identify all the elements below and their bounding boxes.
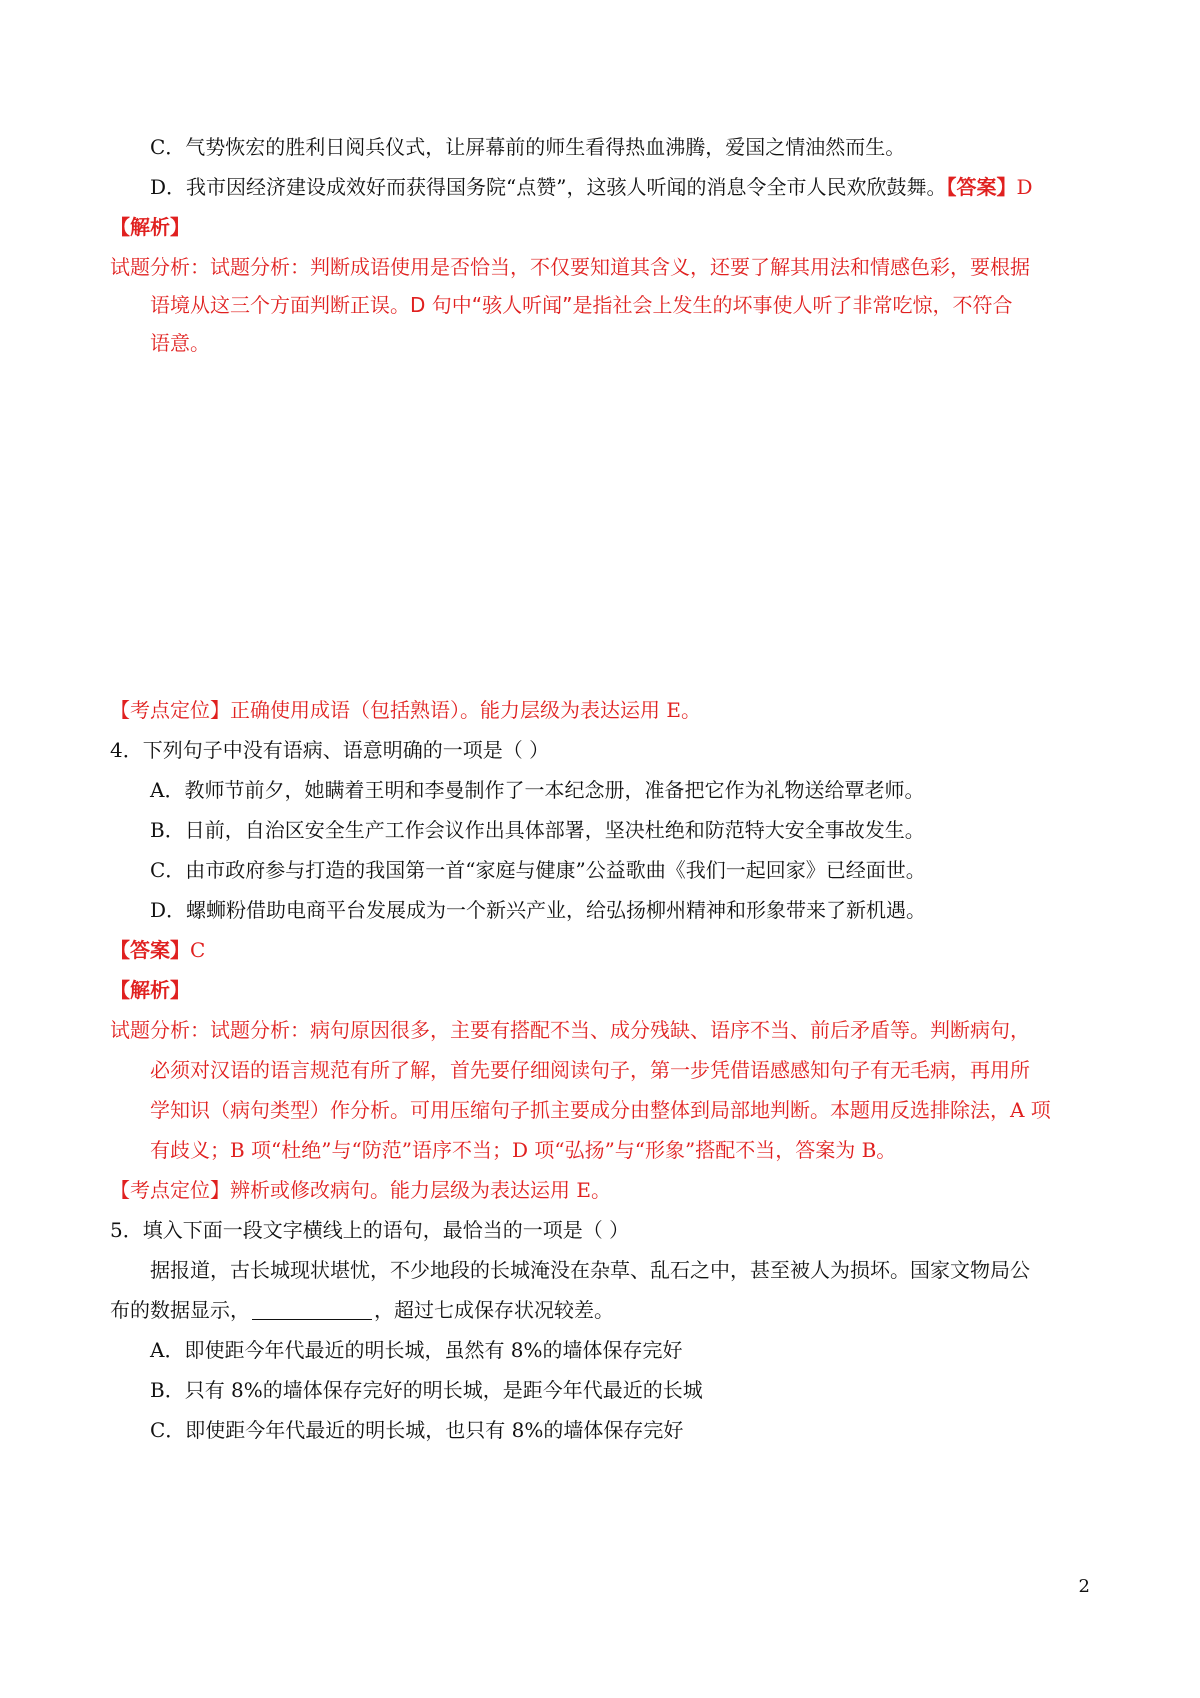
q3-answer-value: D <box>1016 175 1033 199</box>
q4-analysis-line3: 学知识（病句类型）作分析。可用压缩句子抓主要成分由整体到局部地判断。本题用反选排除法，A 项 <box>150 1098 1051 1122</box>
q4-analysis-line4: 有歧义；B 项“杜绝”与“防范”语序不当；D 项“弘扬”与“形象”搭配不当，答案为 B。 <box>150 1138 897 1162</box>
q3-answer-label: 【答案】 <box>946 175 1017 199</box>
q5-option-a: A．即使距今年代最近的明长城，虽然有 8%的墙体保存完好 <box>150 1338 683 1362</box>
q3-option-c: C．气势恢宏的胜利日阅兵仪式，让屏幕前的师生看得热血沸腾，爱国之情油然而生。 <box>150 135 906 159</box>
page-number: 2 <box>1078 1576 1090 1597</box>
q3-analysis-line3: 语意。 <box>150 331 210 355</box>
q5-passage-pre: 布的数据显示， <box>110 1298 250 1322</box>
q4-answer-label: 【答案】 <box>110 938 190 962</box>
q4-stem: 4．下列句子中没有语病、语意明确的一项是（ ） <box>110 738 550 762</box>
q5-passage-line1: 据报道，古长城现状堪忧，不少地段的长城淹没在杂草、乱石之中，甚至被人为损坏。国家文物局公 <box>150 1258 1030 1282</box>
fill-blank <box>252 1299 372 1320</box>
q4-analysis-line1: 试题分析：试题分析：病句原因很多，主要有搭配不当、成分残缺、语序不当、前后矛盾等。判断病句， <box>110 1018 1030 1042</box>
q4-option-a: A．教师节前夕，她瞒着王明和李曼制作了一本纪念册，准备把它作为礼物送给覃老师。 <box>150 778 925 802</box>
q5-stem: 5．填入下面一段文字横线上的语句，最恰当的一项是（ ） <box>110 1218 630 1242</box>
q3-analysis-label: 【解析】 <box>110 215 190 239</box>
q5-passage-line2 <box>110 1297 614 1323</box>
q4-analysis-label: 【解析】 <box>110 978 190 1002</box>
q4-analysis-line2: 必须对汉语的语言规范有所了解，首先要仔细阅读句子，第一步凭借语感感知句子有无毛病，再用所 <box>150 1058 1030 1082</box>
q5-option-b: B．只有 8%的墙体保存完好的明长城，是距今年代最近的长城 <box>150 1378 703 1402</box>
q4-answer-row <box>110 937 205 963</box>
q4-option-b: B．日前，自治区安全生产工作会议作出具体部署，坚决杜绝和防范特大安全事故发生。 <box>150 818 925 842</box>
q4-kaodian: 【考点定位】辨析或修改病句。能力层级为表达运用 E。 <box>110 1178 611 1202</box>
q4-option-d: D．螺蛳粉借助电商平台发展成为一个新兴产业，给弘扬柳州精神和形象带来了新机遇。 <box>150 898 927 922</box>
q5-option-c: C．即使距今年代最近的明长城，也只有 8%的墙体保存完好 <box>150 1418 684 1442</box>
q3-option-d: D．我市因经济建设成效好而获得国务院“点赞”，这骇人听闻的消息令全市人民欢欣鼓舞。 <box>150 175 947 199</box>
q3-analysis-line1: 试题分析：试题分析：判断成语使用是否恰当，不仅要知道其含义，还要了解其用法和情感色彩，要根据 <box>110 255 1030 279</box>
q3-kaodian: 【考点定位】正确使用成语（包括熟语）。能力层级为表达运用 E。 <box>110 698 701 722</box>
q3-analysis-line2: 语境从这三个方面判断正误。D 句中“骇人听闻”是指社会上发生的坏事使人听了非常吃惊，不符合 <box>150 293 1013 317</box>
q3-option-d-row <box>150 174 1033 200</box>
q4-option-c: C．由市政府参与打造的我国第一首“家庭与健康”公益歌曲《我们一起回家》已经面世。 <box>150 858 926 882</box>
q5-passage-post: ，超过七成保存状况较差。 <box>374 1298 614 1322</box>
q4-answer-value: C <box>190 938 206 962</box>
